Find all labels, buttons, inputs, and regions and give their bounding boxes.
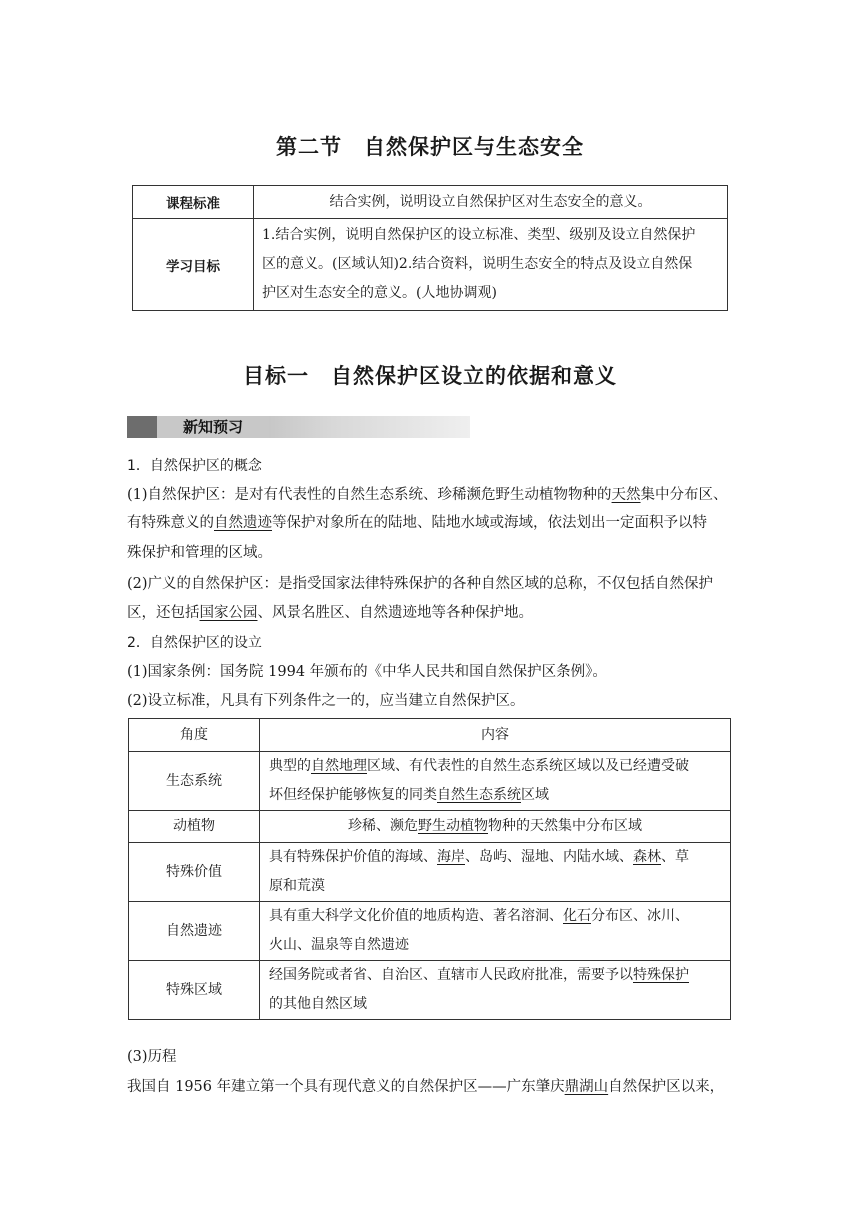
paragraph-line [127, 513, 747, 533]
answer-blank: 自然生态系统 [437, 787, 521, 803]
answer-blank: 森林 [633, 849, 661, 865]
header-cell: 内容 [260, 719, 731, 752]
text-run: (1)自然保护区：是对有代表性的自然生态系统、珍稀濒危野生动植物物种的 [127, 487, 612, 503]
text-run: 具有特殊保护价值的海域、 [269, 849, 437, 865]
text-run: 原和荒漠 [269, 878, 325, 894]
table-header-row [129, 719, 731, 752]
answer-blank: 自然遗迹 [214, 515, 272, 531]
text-run: 有特殊意义的 [127, 515, 214, 531]
paragraph-line: (1)国家条例：国务院 1994 年颁布的《中华人民共和国自然保护区条例》。 [127, 664, 607, 680]
section1-heading: 1．自然保护区的概念 [127, 458, 262, 474]
text-run: 具有重大科学文化价值的地质构造、著名溶洞、 [269, 908, 563, 924]
row-content [260, 843, 731, 902]
text-run: 自然保护区以来， [608, 1079, 725, 1095]
standards-label: 课程标准 [133, 186, 254, 219]
course-standards-table [132, 185, 728, 311]
paragraph-line: 殊保护和管理的区域。 [127, 545, 272, 561]
row-content [260, 811, 731, 843]
text-run: 火山、温泉等自然遗迹 [269, 937, 409, 953]
row-label: 自然遗迹 [129, 902, 260, 961]
row-label: 生态系统 [129, 752, 260, 811]
row-label: 动植物 [129, 811, 260, 843]
table-row [129, 902, 731, 961]
row-content [260, 902, 731, 961]
section3-heading: (3)历程 [127, 1049, 177, 1065]
paragraph-line [127, 485, 747, 505]
objectives-line: 区的意义。(区域认知)2.结合资料，说明生态安全的特点及设立自然保 [262, 256, 693, 272]
text-run: 、岛屿、湿地、内陆水域、 [465, 849, 633, 865]
text-run: 的其他自然区域 [269, 996, 367, 1012]
answer-blank: 野生动植物 [418, 818, 488, 834]
text-run: 经国务院或者省、自治区、直辖市人民政府批准，需要予以 [269, 967, 633, 983]
text-run: 区域 [521, 787, 549, 803]
text-run: 区，还包括 [127, 605, 200, 621]
paragraph-line: (2)广义的自然保护区：是指受国家法律特殊保护的各种自然区域的总称，不仅包括自然保护 [127, 576, 714, 592]
paragraph-line [127, 1077, 747, 1097]
text-run: 、草 [661, 849, 689, 865]
row-content [260, 961, 731, 1020]
text-run: 分布区、冰川、 [591, 908, 689, 924]
text-run: 典型的 [269, 758, 311, 774]
criteria-table [128, 718, 731, 1020]
section2-heading: 2．自然保护区的设立 [127, 635, 262, 651]
row-label: 特殊区域 [129, 961, 260, 1020]
table-row [129, 843, 731, 902]
objectives-label: 学习目标 [133, 219, 254, 311]
table-row [129, 752, 731, 811]
objectives-content [254, 219, 728, 311]
text-run: 区域、有代表性的自然生态系统区域以及已经遭受破 [367, 758, 689, 774]
page-title: 第二节 自然保护区与生态安全 [276, 135, 584, 159]
standards-content: 结合实例，说明设立自然保护区对生态安全的意义。 [254, 186, 728, 219]
table-row [133, 219, 728, 311]
row-content [260, 752, 731, 811]
section-banner [127, 416, 470, 438]
paragraph-line [127, 603, 747, 623]
answer-blank: 海岸 [437, 849, 465, 865]
paragraph-line: (2)设立标准，凡具有下列条件之一的，应当建立自然保护区。 [127, 693, 525, 709]
objectives-line: 护区对生态安全的意义。(人地协调观) [262, 285, 497, 301]
text-run: 珍稀、濒危 [348, 818, 418, 834]
banner-label: 新知预习 [157, 416, 269, 438]
answer-blank: 特殊保护 [633, 967, 689, 983]
row-label: 特殊价值 [129, 843, 260, 902]
table-row [129, 811, 731, 843]
objectives-line: 1.结合实例，说明自然保护区的设立标准、类型、级别及设立自然保护 [262, 227, 696, 243]
text-run: 物种的天然集中分布区域 [488, 818, 642, 834]
answer-blank: 国家公园 [199, 605, 258, 621]
text-run: 集中分布区、 [640, 487, 728, 503]
text-run: 、风景名胜区、自然遗迹地等各种保护地。 [257, 605, 533, 621]
answer-blank: 化石 [563, 908, 591, 924]
answer-blank: 鼎湖山 [564, 1079, 609, 1095]
goal-heading: 目标一 自然保护区设立的依据和意义 [243, 364, 617, 388]
text-run: 等保护对象所在的陆地、陆地水域或海域，依法划出一定面积予以特 [272, 515, 707, 531]
text-run: 我国自 1956 年建立第一个具有现代意义的自然保护区——广东肇庆 [127, 1079, 565, 1095]
answer-blank: 天然 [611, 487, 641, 503]
table-row [133, 186, 728, 219]
table-row [129, 961, 731, 1020]
text-run: 坏但经保护能够恢复的同类 [269, 787, 437, 803]
header-cell: 角度 [129, 719, 260, 752]
answer-blank: 自然地理 [311, 758, 367, 774]
